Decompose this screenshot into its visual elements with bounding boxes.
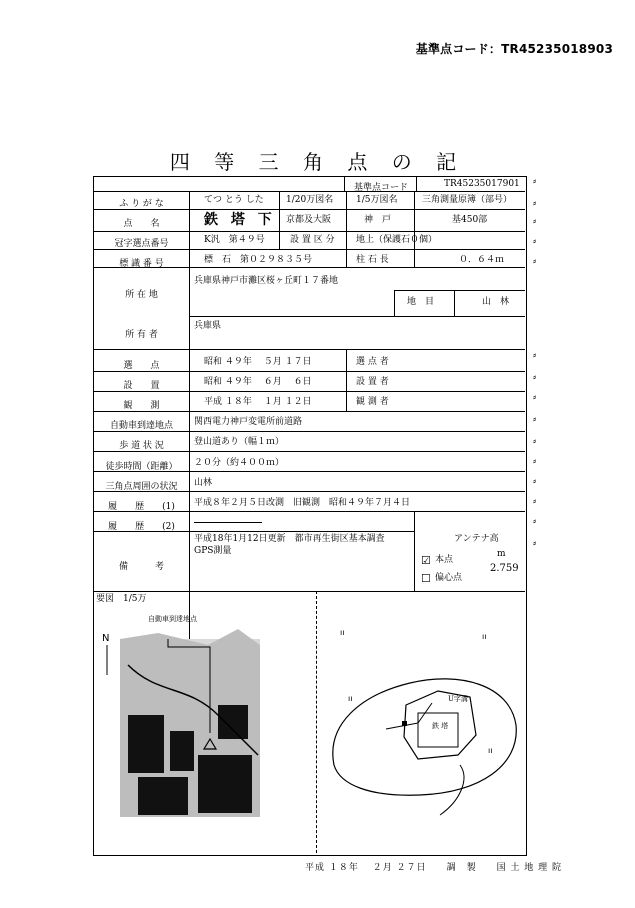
footer-note: 平成 １８年 ２月 ２７日 調 製 国 土 地 理 院 bbox=[305, 863, 563, 873]
gensho-label: 三角測量原簿（部号） bbox=[422, 195, 513, 205]
rireki2-label: 履 歴 (2) bbox=[108, 522, 175, 532]
map200k-value: 京都及大阪 bbox=[286, 215, 332, 225]
vegetation-icon-4: ıı bbox=[488, 746, 493, 755]
detail-map-label: U字溝 bbox=[448, 695, 468, 703]
surround-label: 三角点周囲の状況 bbox=[105, 482, 178, 492]
tick-mark-icon: ⸗ bbox=[533, 538, 537, 549]
surround-value: 山林 bbox=[194, 478, 213, 488]
car-label: 自動車到達地点 bbox=[109, 421, 173, 431]
time-value: ２０分（約４００ｍ） bbox=[194, 458, 285, 468]
tick-mark-icon: ⸗ bbox=[533, 392, 537, 403]
remarks-line-1: 平成18年1月12日更新 都市再生街区基本調査 bbox=[194, 534, 385, 544]
land-value: 山 林 bbox=[482, 297, 510, 307]
vegetation-icon-1: ıı bbox=[340, 628, 345, 637]
tick-mark-icon: ⸗ bbox=[533, 176, 537, 187]
furigana-value: てつ とう した bbox=[204, 195, 264, 205]
map50k-value: 神 戸 bbox=[364, 215, 392, 225]
document-title: 四 等 三 角 点 の 記 bbox=[169, 150, 466, 174]
tick-mark-icon: ⸗ bbox=[533, 350, 537, 361]
remarks-line-2: GPS測量 bbox=[194, 546, 232, 556]
north-label: N bbox=[102, 633, 110, 644]
rireki1-value: 平成８年２月５日改測 旧観測 昭和４９年７月４日 bbox=[194, 498, 411, 508]
map50k-label: 1/5万図名 bbox=[356, 195, 398, 205]
car-point-label: 自動車到達地点 bbox=[148, 615, 197, 623]
tick-mark-icon: ⸗ bbox=[533, 456, 537, 467]
history-role-setchi: 設 置 者 bbox=[356, 377, 389, 387]
walk-value: 登山道あり（幅１ｍ） bbox=[194, 437, 285, 447]
history-date-senten: 昭和 ４９年 ５月 １７日 bbox=[204, 357, 312, 367]
tick-mark-icon: ⸗ bbox=[533, 216, 537, 227]
crown-value: K汎 第４９号 bbox=[204, 235, 265, 245]
vegetation-icon-2: ıı bbox=[482, 632, 487, 641]
owner-value: 兵庫県 bbox=[194, 321, 222, 331]
setup-label: 設 置 区 分 bbox=[290, 235, 335, 245]
detail-sketch bbox=[320, 605, 524, 851]
history-role-kansoku: 観 測 者 bbox=[356, 397, 389, 407]
history-label-setchi: 設 置 bbox=[123, 381, 160, 391]
location-value: 兵庫県神戸市灘区桜ヶ丘町１７番地 bbox=[194, 276, 339, 286]
tick-mark-icon: ⸗ bbox=[533, 256, 537, 267]
form-frame bbox=[93, 176, 527, 856]
marker-value: 標 石 第０２９８３５号 bbox=[204, 255, 313, 265]
antenna-unit: m bbox=[497, 549, 506, 559]
map-label: 要図 1/5万 bbox=[96, 594, 147, 604]
tick-mark-icon: ⸗ bbox=[533, 198, 537, 209]
code-value: TR45235017901 bbox=[444, 179, 520, 189]
tick-mark-icon: ⸗ bbox=[533, 516, 537, 527]
tick-mark-icon: ⸗ bbox=[533, 476, 537, 487]
pillar-label: 柱 石 長 bbox=[356, 255, 389, 265]
time-label: 徒歩時間（距離） bbox=[105, 462, 178, 472]
gensho-value: 基450部 bbox=[452, 215, 488, 225]
owner-label: 所 有 者 bbox=[125, 330, 158, 340]
point-label: 点 名 bbox=[123, 219, 160, 229]
rireki1-label: 履 歴 (1) bbox=[108, 502, 175, 512]
remarks-label: 備 考 bbox=[118, 562, 164, 572]
honten-label: 本点 bbox=[435, 555, 454, 565]
location-label: 所 在 地 bbox=[125, 290, 158, 300]
header-code: 基準点コード：TR45235018903 bbox=[415, 42, 613, 56]
point-name: 鉄 塔 下 bbox=[204, 212, 276, 228]
sketch-path bbox=[440, 765, 464, 815]
henshin-label: 偏心点 bbox=[435, 573, 463, 583]
car-value: 関西電力神戸変電所前道路 bbox=[194, 417, 303, 427]
crown-label: 冠字選点番号 bbox=[114, 239, 169, 249]
tick-mark-icon: ⸗ bbox=[533, 236, 537, 247]
setup-value: 地上（保護石０個） bbox=[356, 235, 438, 245]
history-date-setchi: 昭和 ４９年 ６月 ６日 bbox=[204, 377, 312, 387]
triangle-point-marker bbox=[402, 721, 407, 726]
tower-footprint bbox=[418, 713, 458, 747]
honten-checkbox[interactable]: ☑ bbox=[421, 554, 431, 567]
henshin-checkbox[interactable]: ☐ bbox=[421, 572, 431, 585]
vegetation-icon-3: ıı bbox=[348, 694, 353, 703]
detail-point-label: 鉄 塔 bbox=[432, 722, 449, 730]
walk-label: 歩 道 状 況 bbox=[119, 441, 164, 451]
history-role-senten: 選 点 者 bbox=[356, 357, 389, 367]
marker-label: 標 識 番 号 bbox=[119, 259, 164, 269]
pillar-value: ０．６４ｍ bbox=[459, 255, 505, 265]
tick-mark-icon: ⸗ bbox=[533, 496, 537, 507]
code-label: 基準点コード bbox=[353, 183, 408, 193]
history-label-kansoku: 観 測 bbox=[123, 401, 160, 411]
furigana-label: ふ り が な bbox=[119, 199, 164, 209]
tick-mark-icon: ⸗ bbox=[533, 414, 537, 425]
overview-map bbox=[98, 605, 312, 851]
antenna-label: アンテナ高 bbox=[454, 534, 499, 544]
tick-mark-icon: ⸗ bbox=[533, 372, 537, 383]
map200k-label: 1/20万図名 bbox=[286, 195, 334, 205]
tick-mark-icon: ⸗ bbox=[533, 436, 537, 447]
history-label-senten: 選 点 bbox=[123, 361, 160, 371]
antenna-value: 2.759 bbox=[490, 563, 519, 574]
land-label: 地 目 bbox=[407, 297, 435, 307]
history-date-kansoku: 平成 １８年 １月 １２日 bbox=[204, 397, 312, 407]
